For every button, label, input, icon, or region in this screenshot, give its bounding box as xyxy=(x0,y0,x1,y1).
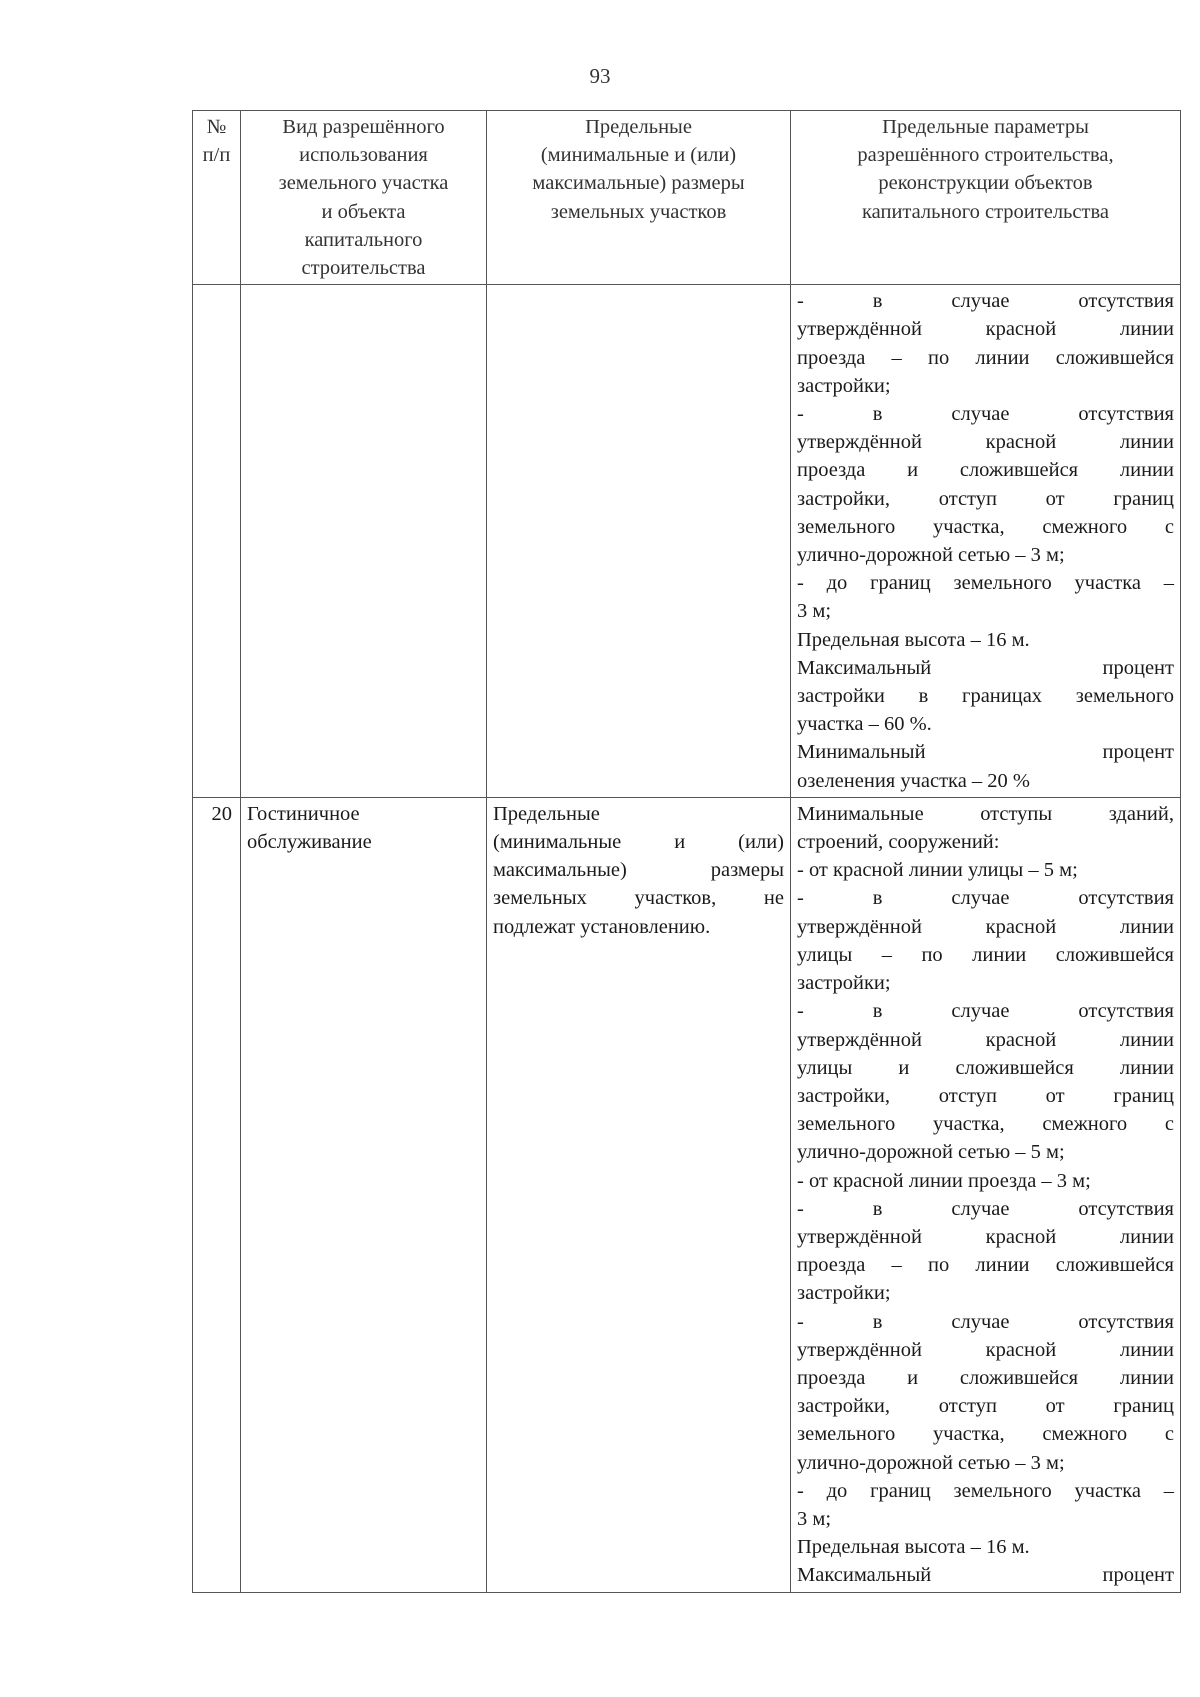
text-line: утверждённой красной линии xyxy=(797,318,1174,341)
header-line: капитального строительства xyxy=(862,200,1109,223)
text-line: застройки; xyxy=(797,1282,891,1305)
header-line: земельного участка xyxy=(278,172,449,195)
use-type-line: обслуживание xyxy=(247,831,372,854)
text-line: проезда и сложившейся линии xyxy=(797,459,1174,482)
land-use-table xyxy=(192,110,1181,1593)
text-line: Предельная высота – 16 м. xyxy=(797,1536,1030,1559)
header-line: и объекта xyxy=(321,200,406,223)
text-line: застройки; xyxy=(797,374,891,397)
text-line: застройки, отступ от границ xyxy=(797,1084,1174,1107)
text-line: застройки, отступ от границ xyxy=(797,1395,1174,1418)
text-line: утверждённой красной линии xyxy=(797,1225,1174,1248)
header-line: (минимальные и (или) xyxy=(540,144,737,167)
text-line: Предельные xyxy=(493,802,600,825)
table-row-20 xyxy=(193,797,1181,1592)
text-line: Предельная высота – 16 м. xyxy=(797,628,1030,651)
text-line: 3 м; xyxy=(797,600,832,623)
cell-number: 20 xyxy=(193,797,241,1592)
header-line: использования xyxy=(299,144,428,167)
header-line: максимальные) размеры xyxy=(532,172,745,195)
text-line: застройки в границах земельного xyxy=(797,685,1174,708)
text-line: утверждённой красной линии xyxy=(797,915,1174,938)
text-line: - в случае отсутствия xyxy=(797,290,1174,313)
cell-construction-params xyxy=(791,797,1181,1592)
text-line: - в случае отсутствия xyxy=(797,1000,1174,1023)
text-line: - в случае отсутствия xyxy=(797,1197,1174,1220)
text-line: земельных участков, не xyxy=(493,887,784,910)
header-line: разрешённого строительства, xyxy=(857,144,1114,167)
text-line: Максимальный процент xyxy=(797,1564,1174,1587)
text-line: - в случае отсутствия xyxy=(797,887,1174,910)
text-line: проезда – по линии сложившейся xyxy=(797,1254,1174,1277)
text-line: - до границ земельного участка – xyxy=(797,572,1174,595)
text-line: озеленения участка – 20 % xyxy=(797,769,1031,792)
text-line: подлежат установлению. xyxy=(493,915,711,938)
text-line: улицы и сложившейся линии xyxy=(797,1056,1174,1079)
header-line: Вид разрешённого xyxy=(282,116,445,138)
text-line: улично-дорожной сетью – 3 м; xyxy=(797,1451,1065,1474)
cell-use-type xyxy=(241,797,487,1592)
text-line: - в случае отсутствия xyxy=(797,1310,1174,1333)
header-line: № xyxy=(206,116,227,138)
cell-use-type xyxy=(241,285,487,798)
cell-plot-sizes xyxy=(487,797,791,1592)
header-line: Предельные параметры xyxy=(882,116,1089,138)
table-row-continued xyxy=(193,285,1181,798)
header-line: капитального xyxy=(304,228,423,251)
text-line: строений, сооружений: xyxy=(797,831,1000,854)
text-line: земельного участка, смежного с xyxy=(797,1423,1174,1446)
header-line: Предельные xyxy=(585,116,692,138)
text-line: Максимальный процент xyxy=(797,656,1174,679)
header-line: реконструкции объектов xyxy=(878,172,1093,195)
table-header-row xyxy=(193,111,1181,285)
text-line: проезда – по линии сложившейся xyxy=(797,346,1174,369)
text-line: 3 м; xyxy=(797,1507,832,1530)
text-line: - от красной линии улицы – 5 м; xyxy=(797,859,1078,882)
text-line: застройки, отступ от границ xyxy=(797,487,1174,510)
text-line: земельного участка, смежного с xyxy=(797,515,1174,538)
cell-plot-sizes xyxy=(487,285,791,798)
text-line: - от красной линии проезда – 3 м; xyxy=(797,1169,1091,1192)
header-line: строительства xyxy=(301,257,426,280)
text-line: проезда и сложившейся линии xyxy=(797,1366,1174,1389)
cell-number xyxy=(193,285,241,798)
text-line: Минимальные отступы зданий, xyxy=(797,802,1174,825)
text-line: участка – 60 %. xyxy=(797,713,932,736)
header-plot-sizes xyxy=(487,111,791,285)
header-number xyxy=(193,111,241,285)
text-line: земельного участка, смежного с xyxy=(797,1113,1174,1136)
text-line: - до границ земельного участка – xyxy=(797,1479,1174,1502)
text-line: утверждённой красной линии xyxy=(797,1028,1174,1051)
header-line: земельных участков xyxy=(550,200,727,223)
text-line: утверждённой красной линии xyxy=(797,1338,1174,1361)
text-line: застройки; xyxy=(797,972,891,995)
text-line: улично-дорожной сетью – 3 м; xyxy=(797,544,1065,567)
text-line: (минимальные и (или) xyxy=(493,831,784,854)
text-line: - в случае отсутствия xyxy=(797,403,1174,426)
text-line: максимальные) размеры xyxy=(493,859,784,882)
header-construction-params xyxy=(791,111,1181,285)
text-line: Минимальный процент xyxy=(797,741,1174,764)
text-line: улично-дорожной сетью – 5 м; xyxy=(797,1141,1065,1164)
use-type-line: Гостиничное xyxy=(247,802,360,825)
header-use-type xyxy=(241,111,487,285)
text-line: улицы – по линии сложившейся xyxy=(797,943,1174,966)
header-line: п/п xyxy=(202,144,231,167)
text-line: утверждённой красной линии xyxy=(797,431,1174,454)
cell-construction-params xyxy=(791,285,1181,798)
page-number: 93 xyxy=(589,64,611,88)
